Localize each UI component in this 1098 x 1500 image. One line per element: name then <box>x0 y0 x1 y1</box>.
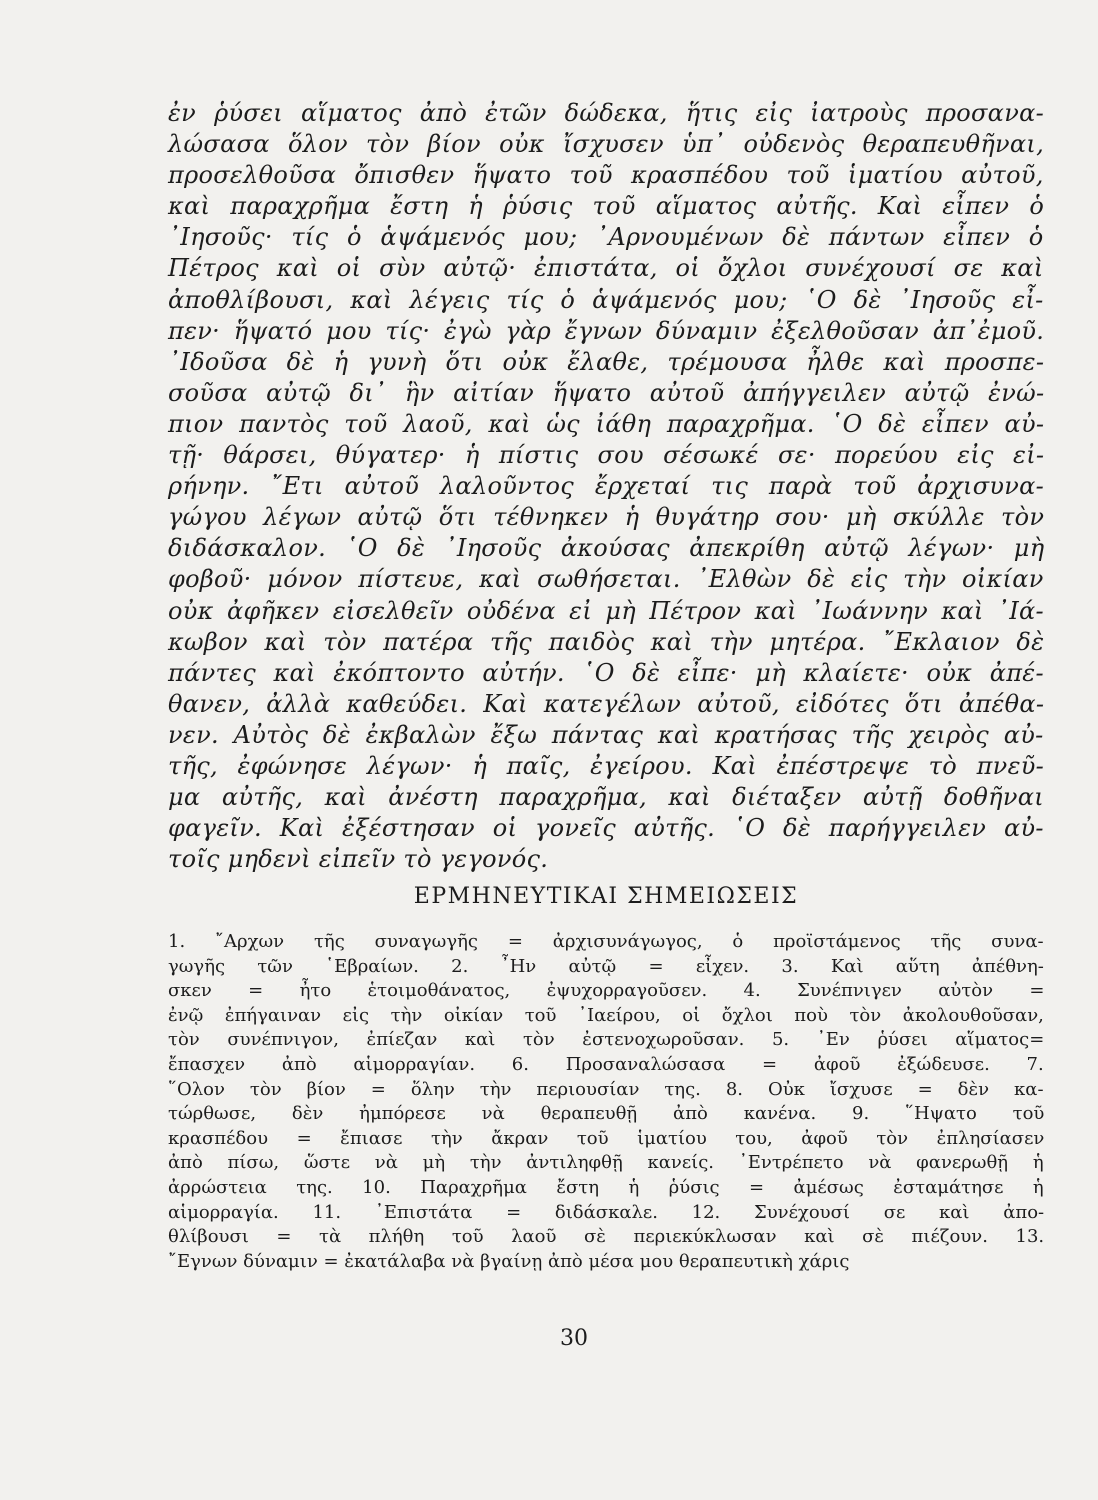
text-line: πάντες καὶ ἐκόπτοντο αὐτήν. ῾Ο δὲ εἶπε· μὴ κλαίετε· οὐκ ἀπέ- <box>168 658 1044 687</box>
text-line: τοῖς μηδενὶ εἰπεῖν τὸ γεγονός. <box>168 845 549 874</box>
note-line: τώρθωσε, δὲν ἠμπόρεσε νὰ θεραπευθῇ ἀπὸ κανένα. 9. ῞Ηψατο τοῦ <box>168 1103 1045 1125</box>
note-line: σκεν = ἦτο ἑτοιμοθάνατος, ἐψυχορραγοῦσεν. 4. Συνέπνιγεν αὐτὸν = <box>168 980 1045 1002</box>
text-line: λώσασα ὅλον τὸν βίον οὐκ ἴσχυσεν ὑπ᾿ οὐδενὸς θεραπευθῆναι, <box>168 130 1045 159</box>
main-text <box>168 98 1044 875</box>
note-line: ῎Εγνων δύναμιν = ἐκατάλαβα νὰ βγαίνῃ ἀπὸ μέσα μου θεραπευτικὴ χάρις <box>168 1250 850 1272</box>
text-line: πιον παντὸς τοῦ λαοῦ, καὶ ὡς ἰάθη παραχρῆμα. ῾Ο δὲ εἶπεν αὐ- <box>168 409 1045 438</box>
note-line: ἔπασχεν ἀπὸ αἱμορραγίαν. 6. Προσαναλώσασα = ἀφοῦ ἐξώδευσε. 7. <box>168 1053 1044 1075</box>
text-line: φοβοῦ· μόνον πίστευε, καὶ σωθήσεται. ᾿Ελθὼν δὲ εἰς τὴν οἰκίαν <box>168 565 1044 594</box>
text-line: ρήνην. ῎Ετι αὐτοῦ λαλοῦντος ἔρχεταί τις παρὰ τοῦ ἀρχισυνα- <box>168 472 1045 501</box>
notes-heading: ΕΡΜΗΝΕΥΤΙΚΑΙ ΣΗΜΕΙΩΣΕΙΣ <box>413 884 799 909</box>
text-line: προσελθοῦσα ὄπισθεν ἥψατο τοῦ κρασπέδου τοῦ ἱματίου αὐτοῦ, <box>168 161 1044 190</box>
text-line: νεν. Αὐτὸς δὲ ἐκβαλὼν ἔξω πάντας καὶ κρατήσας τῆς χειρὸς αὐ- <box>168 720 1044 749</box>
page-number: 30 <box>560 1326 588 1351</box>
text-line: μα αὐτῆς, καὶ ἀνέστη παραχρῆμα, καὶ διέταξεν αὐτῇ δοθῆναι <box>168 783 1044 812</box>
text-line: τῇ· θάρσει, θύγατερ· ἡ πίστις σου σέσωκέ σε· πορεύου εἰς εἰ- <box>168 441 1045 470</box>
explanatory-notes <box>168 930 1044 1274</box>
note-line: θλίβουσι = τὰ πλήθη τοῦ λαοῦ σὲ περιεκύκλωσαν καὶ σὲ πιέζουν. 13. <box>168 1226 1045 1248</box>
text-line: Πέτρος καὶ οἱ σὺν αὐτῷ· ἐπιστάτα, οἱ ὄχλοι συνέχουσί σε καὶ <box>168 254 1044 283</box>
text-line: θανεν, ἀλλὰ καθεύδει. Καὶ κατεγέλων αὐτοῦ, εἰδότες ὅτι ἀπέθα- <box>168 689 1045 718</box>
text-line: ᾿Ιησοῦς· τίς ὁ ἁψάμενός μου; ᾿Αρνουμένων δὲ πάντων εἶπεν ὁ <box>168 223 1044 252</box>
text-line: οὐκ ἀφῆκεν εἰσελθεῖν οὐδένα εἰ μὴ Πέτρον καὶ ᾿Ιωάννην καὶ ᾿Ιά- <box>168 596 1044 625</box>
note-line: ἀρρώστεια της. 10. Παραχρῆμα ἔστη ἡ ῥύσις = ἀμέσως ἐσταμάτησε ἡ <box>168 1176 1044 1198</box>
note-line: 1. ῎Αρχων τῆς συναγωγῆς = ἀρχισυνάγωγος, ὁ προϊστάμενος τῆς συνα- <box>168 931 1044 952</box>
text-line: γώγου λέγων αὐτῷ ὅτι τέθνηκεν ἡ θυγάτηρ σου· μὴ σκύλλε τὸν <box>168 503 1045 532</box>
text-line: τῆς, ἐφώνησε λέγων· ἡ παῖς, ἐγείρου. Καὶ ἐπέστρεψε τὸ πνεῦ- <box>168 751 1045 780</box>
text-line: φαγεῖν. Καὶ ἐξέστησαν οἱ γονεῖς αὐτῆς. ῾Ο δὲ παρήγγειλεν αὐ- <box>168 814 1044 843</box>
text-line: ᾿Ιδοῦσα δὲ ἡ γυνὴ ὅτι οὐκ ἔλαθε, τρέμουσα ἦλθε καὶ προσπε- <box>168 347 1045 376</box>
note-line: ἐνῷ ἐπήγαιναν εἰς τὴν οἰκίαν τοῦ ᾿Ιαείρου, οἱ ὄχλοι ποὺ τὸν ἀκολουθοῦσαν, <box>168 1004 1044 1026</box>
note-line: κρασπέδου = ἔπιασε τὴν ἄκραν τοῦ ἱματίου του, ἀφοῦ τὸν ἐπλησίασεν <box>168 1127 1045 1149</box>
text-line: σοῦσα αὐτῷ δι᾿ ἣν αἰτίαν ἥψατο αὐτοῦ ἀπήγγειλεν αὐτῷ ἐνώ- <box>168 378 1045 407</box>
text-line: πεν· ἥψατό μου τίς· ἐγὼ γὰρ ἔγνων δύναμιν ἐξελθοῦσαν ἀπ᾿ἐμοῦ. <box>168 316 1045 345</box>
text-line: καὶ παραχρῆμα ἔστη ἡ ῥύσις τοῦ αἵματος αὐτῆς. Καὶ εἶπεν ὁ <box>168 192 1045 221</box>
note-line: ῞Ολον τὸν βίον = ὅλην τὴν περιουσίαν της. 8. Οὐκ ἴσχυσε = δὲν κα- <box>168 1078 1044 1100</box>
text-line: ἐν ῥύσει αἵματος ἀπὸ ἐτῶν δώδεκα, ἥτις εἰς ἰατροὺς προσανα- <box>168 99 1044 127</box>
text-line: κωβον καὶ τὸν πατέρα τῆς παιδὸς καὶ τὴν μητέρα. ῎Εκλαιον δὲ <box>168 627 1045 656</box>
text-line: ἀποθλίβουσι, καὶ λέγεις τίς ὁ ἁψάμενός μου; ῾Ο δὲ ᾿Ιησοῦς εἶ- <box>168 285 1044 314</box>
text-line: διδάσκαλον. ῾Ο δὲ ᾿Ιησοῦς ἀκούσας ἀπεκρίθη αὐτῷ λέγων· μὴ <box>168 534 1045 563</box>
note-line: γωγῆς τῶν ῾Εβραίων. 2. ῏Ην αὐτῷ = εἶχεν. 3. Καὶ αὕτη ἀπέθνη- <box>168 955 1044 977</box>
note-line: τὸν συνέπνιγον, ἐπίεζαν καὶ τὸν ἐστενοχωροῦσαν. 5. ᾿Εν ῥύσει αἵματος= <box>168 1029 1045 1051</box>
note-line: αἱμορραγία. 11. ᾿Επιστάτα = διδάσκαλε. 12. Συνέχουσί σε καὶ ἀπο- <box>168 1201 1045 1223</box>
note-line: ἀπὸ πίσω, ὥστε νὰ μὴ τὴν ἀντιληφθῇ κανείς. ᾿Εντρέπετο νὰ φανερωθῇ ἡ <box>168 1152 1044 1174</box>
